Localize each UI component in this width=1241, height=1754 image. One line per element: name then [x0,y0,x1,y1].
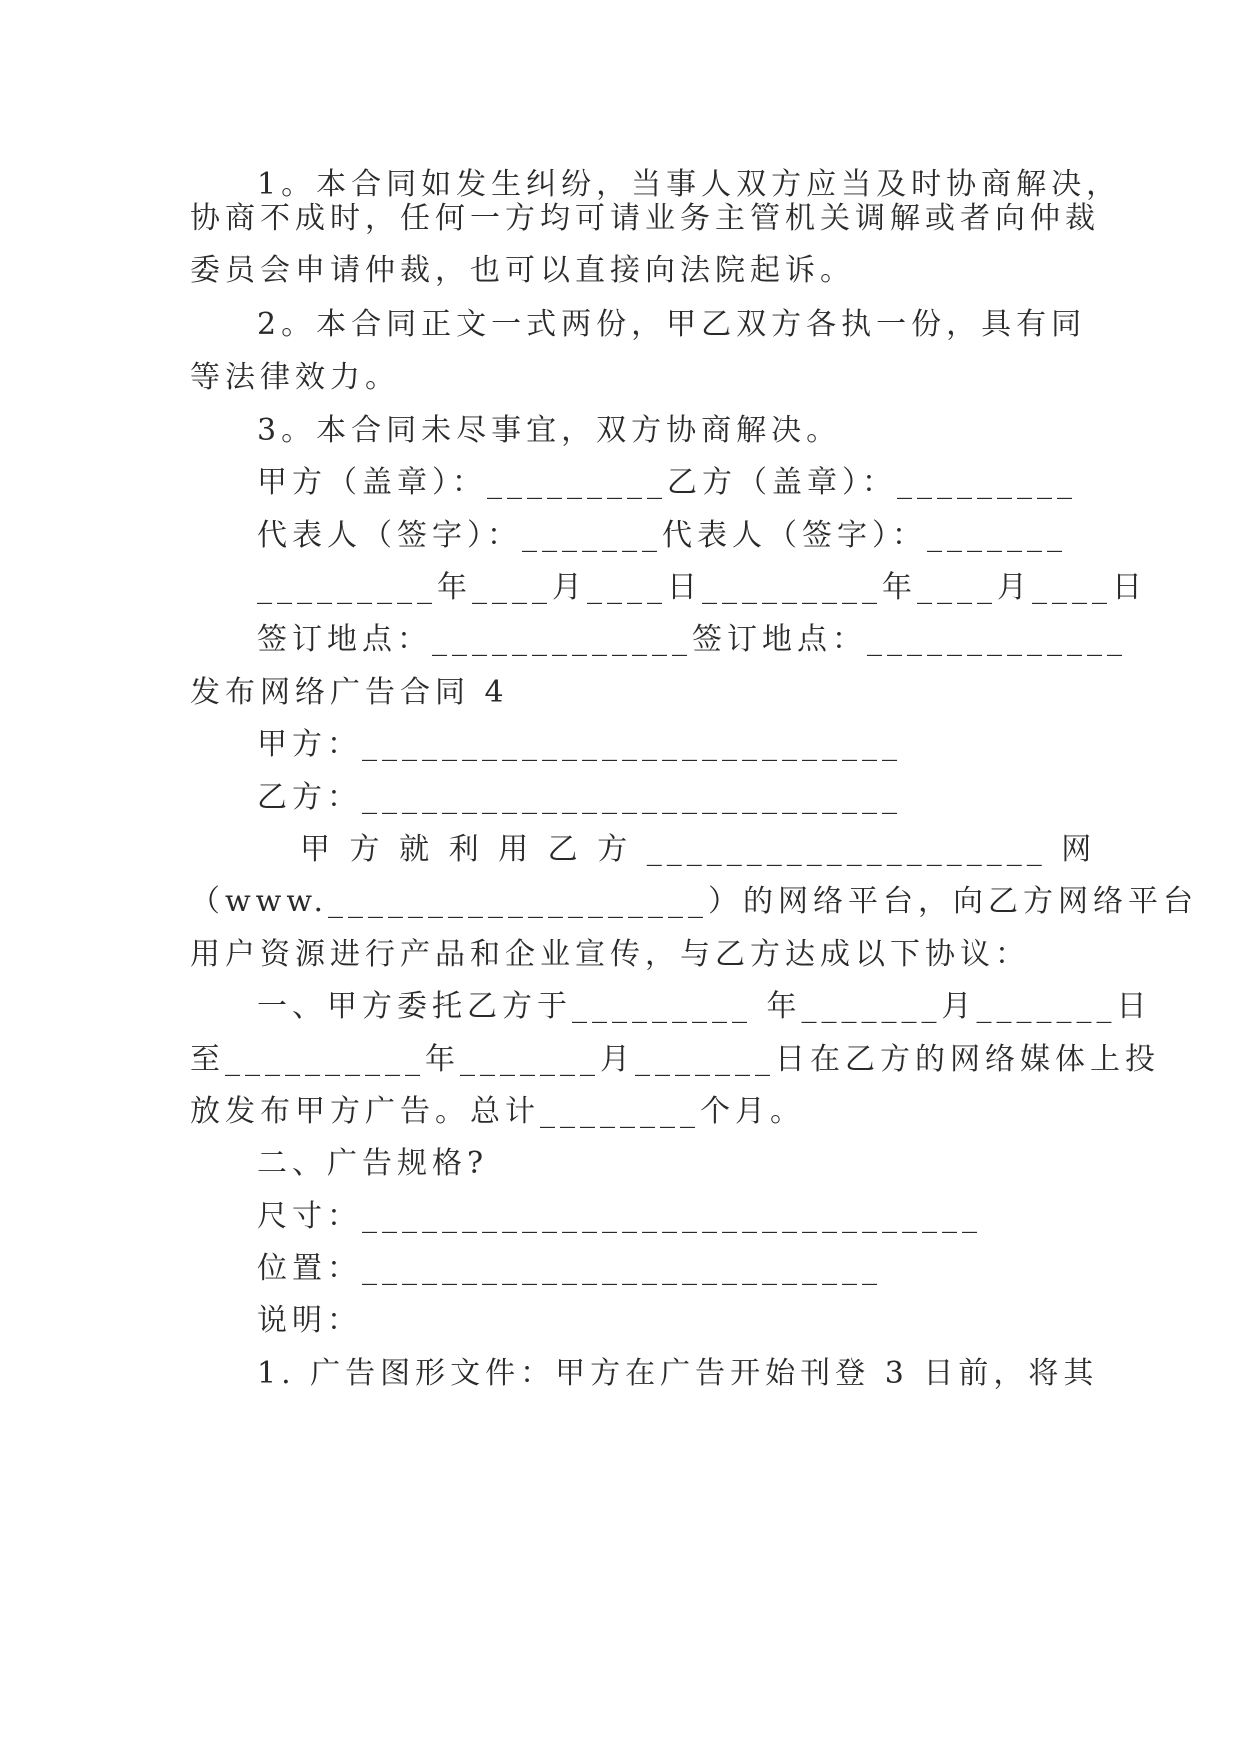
date-line: _________年____月____日_________年____月____日 [257,570,1147,605]
clause-2-line-1: 2。本合同正文一式两份，甲乙双方各执一份，具有同 [257,307,1087,342]
party-b-line: 乙方：___________________________ [257,780,902,815]
agreement-intro-line-1: 甲 方 就 利 用 乙 方 ____________________ 网 [300,832,1097,867]
clause-3-line: 3。本合同未尽事宜，双方协商解决。 [257,413,842,448]
note-1-line: 1. 广告图形文件：甲方在广告开始刊登 3 日前，将其 [257,1356,1099,1391]
article-2-heading: 二、广告规格? [257,1146,489,1181]
notes-heading: 说明： [257,1303,362,1338]
position-line: 位置：__________________________ [257,1251,882,1286]
signing-place-line: 签订地点：_____________签订地点：_____________ [257,622,1127,657]
clause-1-line-1: 1。本合同如发生纠纷，当事人双方应当及时协商解决， [257,167,1122,202]
article-1-line-3: 放发布甲方广告。总计________个月。 [190,1094,805,1129]
clause-1-line-2: 协商不成时，任何一方均可请业务主管机关调解或者向仲裁 [190,201,1100,236]
agreement-intro-line-3: 用户资源进行产品和企业宣传，与乙方达成以下协议： [190,937,1030,972]
article-1-line-1: 一、甲方委托乙方于_________ 年_______月_______日 [257,989,1152,1024]
clause-2-line-2: 等法律效力。 [190,360,400,395]
party-seal-line: 甲方（盖章）：_________乙方（盖章）：_________ [257,465,1077,500]
party-a-line: 甲方：___________________________ [257,727,902,762]
size-line: 尺寸：_______________________________ [257,1199,982,1234]
clause-1-line-3: 委员会申请仲裁，也可以直接向法院起诉。 [190,253,855,288]
representative-line: 代表人（签字）：_______代表人（签字）：_______ [257,518,1067,553]
article-1-line-2: 至__________年_______月_______日在乙方的网络媒体上投 [190,1042,1160,1077]
section-title: 发布网络广告合同 4 [190,675,509,710]
agreement-intro-line-2: （www.___________________）的网络平台，向乙方网络平台 [190,884,1199,919]
